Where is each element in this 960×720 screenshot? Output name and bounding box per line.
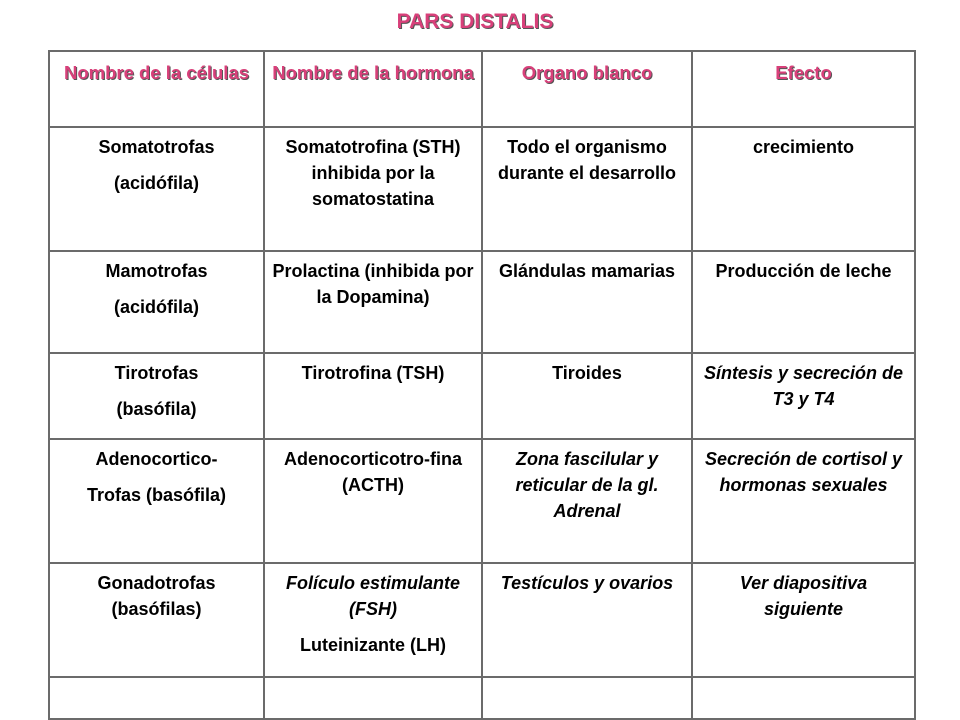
cell-name — [49, 251, 264, 353]
table-row — [49, 677, 915, 719]
cell-name-line: (acidófila) — [113, 297, 199, 317]
cell-name-line: Tirotrofas — [114, 363, 199, 383]
hormone-line: Prolactina (inhibida por la Dopamina) — [272, 261, 474, 307]
header-target-organ: Organo blanco — [482, 51, 692, 127]
cell-name-line: (acidófila) — [113, 173, 199, 193]
cell-name-line: (basófila) — [116, 399, 197, 419]
cell-name — [49, 439, 264, 563]
hormone-line: Adenocorticotro-fina (ACTH) — [284, 449, 462, 495]
hormone-line: Tirotrofina (TSH) — [301, 363, 445, 383]
table-row — [49, 439, 915, 563]
effect: Secreción de cortisol y hormonas sexuales — [692, 439, 915, 563]
cell-name-line: Mamotrofas — [105, 261, 208, 281]
hormone-name — [264, 439, 482, 563]
target-organ: Zona fascilular y reticular de la gl. Adrenal — [482, 439, 692, 563]
hormone-name — [264, 563, 482, 677]
effect: Ver diapositiva siguiente — [692, 563, 915, 677]
target-organ: Tiroides — [482, 353, 692, 439]
cell-name — [49, 127, 264, 251]
effect: Producción de leche — [692, 251, 915, 353]
hormone-line: Luteinizante (LH) — [300, 635, 446, 655]
table-row — [49, 251, 915, 353]
target-organ: Testículos y ovarios — [482, 563, 692, 677]
page-title: PARS DISTALIS — [396, 10, 554, 33]
hormone-table — [48, 50, 916, 720]
table-row — [49, 353, 915, 439]
table-row — [49, 563, 915, 677]
cell-name-line: Adenocortico- — [95, 449, 218, 469]
table-header-row — [49, 51, 915, 127]
effect — [692, 677, 915, 719]
cell-name — [49, 563, 264, 677]
hormone-line: Somatotrofina (STH) inhibida por la somatostatina — [285, 137, 461, 209]
cell-name-line: Trofas (basófila) — [86, 485, 227, 505]
hormone-name — [264, 677, 482, 719]
header-effect: Efecto — [692, 51, 915, 127]
cell-name-line: Somatotrofas — [98, 137, 215, 157]
hormone-name — [264, 353, 482, 439]
cell-name — [49, 353, 264, 439]
hormone-name — [264, 127, 482, 251]
header-hormone-name: Nombre de la hormona — [264, 51, 482, 127]
effect: crecimiento — [692, 127, 915, 251]
target-organ: Todo el organismo durante el desarrollo — [482, 127, 692, 251]
target-organ — [482, 677, 692, 719]
cell-name-line: Gonadotrofas (basófilas) — [97, 573, 216, 619]
cell-name — [49, 677, 264, 719]
hormone-name — [264, 251, 482, 353]
table-row — [49, 127, 915, 251]
header-cell-name: Nombre de la células — [49, 51, 264, 127]
effect: Síntesis y secreción de T3 y T4 — [692, 353, 915, 439]
hormone-line: Folículo estimulante (FSH) — [285, 573, 461, 619]
target-organ: Glándulas mamarias — [482, 251, 692, 353]
